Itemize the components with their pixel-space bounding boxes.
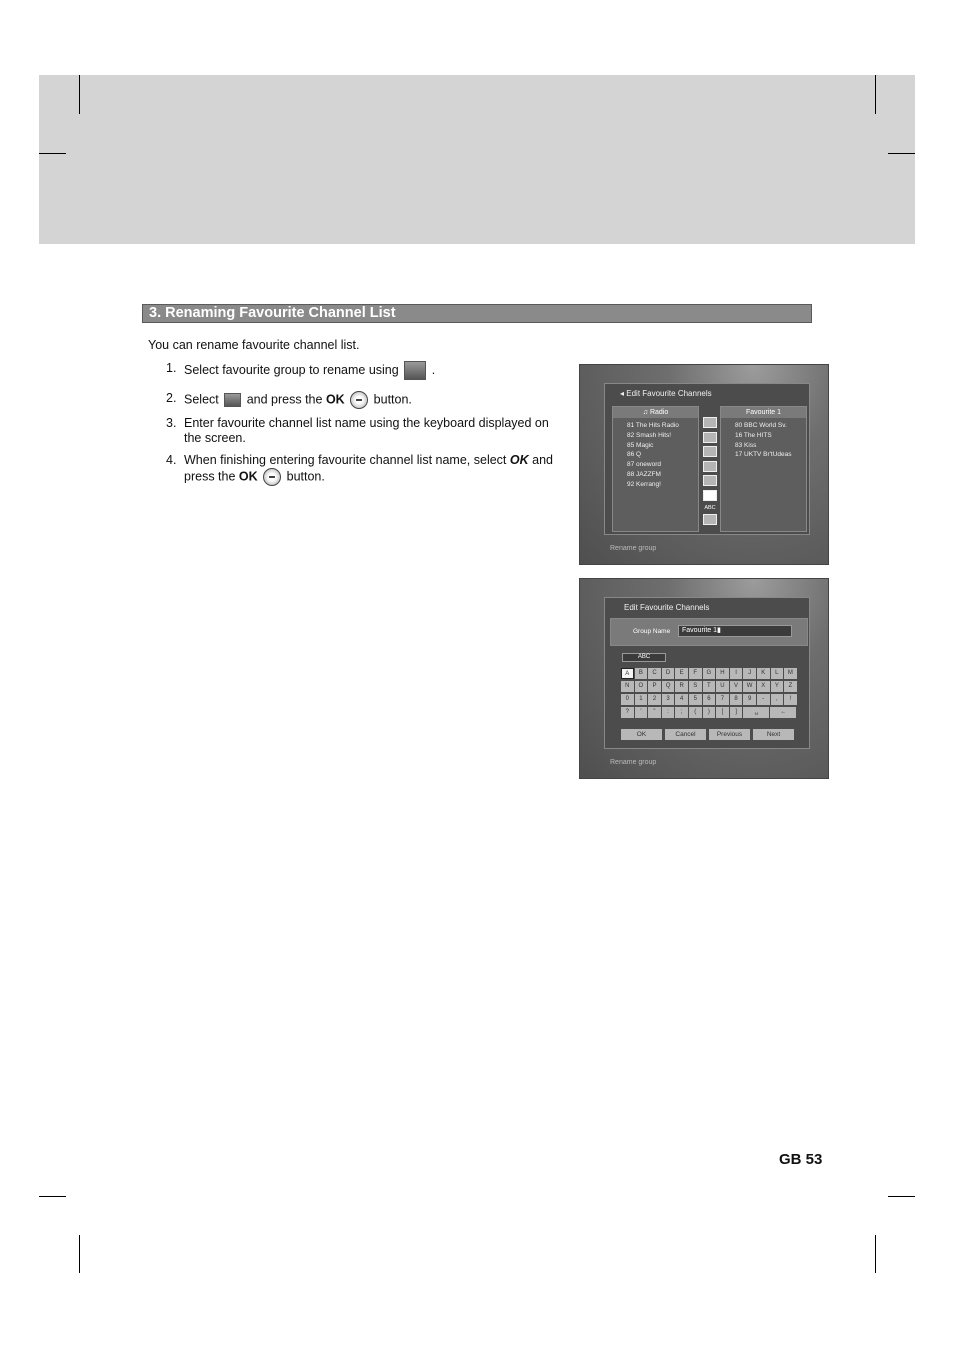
key[interactable]: Q — [662, 681, 675, 692]
crop-mark — [79, 1235, 80, 1273]
step-number: 2. — [166, 391, 177, 405]
key[interactable]: 6 — [703, 694, 716, 705]
right-channels — [735, 421, 806, 460]
screenshot-edit-favourites — [579, 364, 829, 565]
key[interactable]: M — [784, 668, 797, 679]
key[interactable]: L — [771, 668, 784, 679]
step-text: When finishing entering favourite channel list name, select — [184, 453, 507, 467]
step-text: Select — [184, 392, 219, 407]
key[interactable]: F — [689, 668, 702, 679]
channel-item[interactable]: 17 UKTV Br'tUdeas — [735, 451, 792, 459]
key[interactable]: U — [716, 681, 729, 692]
keyboard-button-previous[interactable]: Previous — [709, 729, 750, 740]
key[interactable]: ' — [635, 707, 648, 718]
status-text: Rename group — [610, 759, 657, 766]
keyboard-row — [621, 707, 799, 718]
channel-item[interactable]: 88 JAZZFM — [627, 470, 661, 478]
ok-button-icon — [263, 468, 281, 486]
key[interactable]: K — [757, 668, 770, 679]
key[interactable]: J — [743, 668, 756, 679]
screenshot-rename-keyboard — [579, 578, 829, 779]
key[interactable]: I — [730, 668, 743, 679]
key[interactable]: W — [743, 681, 756, 692]
key[interactable]: S — [689, 681, 702, 692]
step-text: Select favourite group to rename using — [184, 362, 399, 377]
channel-item[interactable]: 83 Kiss — [735, 441, 757, 449]
crop-mark — [39, 153, 66, 154]
key[interactable]: R — [675, 681, 688, 692]
step-text: Enter favourite channel list name using the keyboard displayed on the screen. — [184, 416, 549, 445]
key[interactable]: : — [662, 707, 675, 718]
list-icon[interactable] — [703, 446, 717, 457]
key[interactable]: P — [648, 681, 661, 692]
key[interactable]: D — [662, 668, 675, 679]
intro-text: You can rename favourite channel list. — [148, 338, 360, 352]
step-4 — [166, 453, 556, 486]
crop-mark — [79, 75, 80, 114]
step-text: . — [431, 362, 436, 377]
left-list-header: Radio — [649, 409, 669, 416]
right-channel-list — [720, 406, 807, 532]
key[interactable]: X — [757, 681, 770, 692]
key[interactable]: 2 — [648, 694, 661, 705]
channel-item[interactable]: 82 Smash Hits! — [627, 431, 672, 439]
key[interactable]: 1 — [635, 694, 648, 705]
step-number: 3. — [166, 416, 177, 430]
key[interactable]: [ — [716, 707, 729, 718]
crop-mark — [888, 153, 915, 154]
key[interactable]: A — [621, 668, 634, 679]
key[interactable]: ; — [675, 707, 688, 718]
channel-item[interactable]: 86 Q — [627, 451, 642, 459]
ok-button-icon — [350, 391, 368, 409]
key[interactable]: ← — [770, 707, 796, 718]
key[interactable]: ␣ — [743, 707, 769, 718]
crop-mark — [875, 1235, 876, 1273]
pencil-icon — [224, 393, 241, 407]
add-icon[interactable] — [703, 417, 717, 428]
key[interactable]: Z — [784, 681, 797, 692]
channel-item[interactable]: 92 Kerrang! — [627, 480, 661, 488]
key[interactable]: ( — [689, 707, 702, 718]
step-text: and press the — [246, 392, 323, 407]
ok-label: OK — [238, 469, 258, 484]
key[interactable]: Y — [771, 681, 784, 692]
keyboard-button-cancel[interactable]: Cancel — [665, 729, 706, 740]
page-number: GB 53 — [779, 1151, 823, 1168]
key[interactable]: " — [648, 707, 661, 718]
group-name-input[interactable] — [678, 625, 792, 637]
key[interactable]: T — [703, 681, 716, 692]
keyboard-mode-tab[interactable]: ABC — [622, 653, 666, 662]
key[interactable]: 7 — [716, 694, 729, 705]
channel-item[interactable]: 87 oneword — [627, 461, 661, 469]
abc-label: ABC — [704, 504, 716, 511]
music-note-icon: ♫ — [642, 409, 648, 416]
move-icon[interactable] — [703, 461, 717, 472]
group-name-label: Group Name — [633, 628, 671, 635]
step-3 — [166, 416, 556, 446]
keyboard-buttons — [621, 729, 794, 740]
remove-icon[interactable] — [703, 432, 717, 443]
key[interactable]: B — [635, 668, 648, 679]
left-channels — [627, 421, 698, 490]
key[interactable]: H — [716, 668, 729, 679]
section-title: 3. Renaming Favourite Channel List — [149, 305, 396, 321]
on-screen-keyboard — [621, 668, 799, 720]
key[interactable]: ] — [730, 707, 743, 718]
key[interactable]: 4 — [675, 694, 688, 705]
sort-icon[interactable] — [703, 490, 717, 501]
keyboard-row — [621, 668, 799, 679]
screen-title-text: Edit Favourite Channels — [626, 389, 712, 398]
key[interactable]: E — [675, 668, 688, 679]
pencil-icon[interactable] — [703, 514, 717, 525]
ok-select-label: OK — [509, 453, 529, 467]
channel-item[interactable]: 85 Magic — [627, 441, 654, 449]
key[interactable]: O — [635, 681, 648, 692]
keyboard-row — [621, 681, 799, 692]
key[interactable]: 3 — [662, 694, 675, 705]
keyboard-row — [621, 694, 799, 705]
key[interactable]: N — [621, 681, 634, 692]
ok-label: OK — [325, 392, 345, 407]
key[interactable]: 0 — [621, 694, 634, 705]
key[interactable]: ) — [703, 707, 716, 718]
key[interactable]: - — [757, 694, 770, 705]
screen-title — [620, 389, 712, 398]
rename-icon[interactable] — [703, 475, 717, 486]
key[interactable]: ! — [784, 694, 797, 705]
status-text: Rename group — [610, 545, 657, 552]
crop-mark — [875, 75, 876, 114]
keyboard-button-ok[interactable]: OK — [621, 729, 662, 740]
right-list-header: Favourite 1 — [721, 407, 806, 418]
key[interactable]: G — [703, 668, 716, 679]
key[interactable]: 9 — [743, 694, 756, 705]
step-text: button. — [286, 469, 325, 484]
rename-group-icon — [404, 361, 426, 380]
screen-title: Edit Favourite Channels — [624, 603, 710, 612]
key[interactable]: V — [730, 681, 743, 692]
crop-mark — [888, 1196, 915, 1197]
channel-item[interactable]: 80 BBC World Sv. — [735, 422, 787, 429]
header-band — [39, 75, 915, 244]
step-number: 4. — [166, 453, 177, 467]
step-number: 1. — [166, 361, 177, 375]
section-heading-bar — [142, 304, 812, 323]
channel-item[interactable]: 16 The HITS — [735, 431, 772, 439]
key[interactable]: , — [771, 694, 784, 705]
step-2 — [166, 391, 556, 409]
key[interactable]: C — [648, 668, 661, 679]
channel-item[interactable]: 81 The Hits Radio — [627, 422, 679, 429]
key[interactable]: ? — [621, 707, 634, 718]
crop-mark — [39, 1196, 66, 1197]
steps-list — [166, 361, 556, 493]
group-name-value: Favourite 1 — [682, 627, 718, 634]
back-arrow-icon: ◂ — [620, 389, 625, 398]
left-channel-list — [612, 406, 699, 532]
cursor-icon: ▮ — [717, 627, 721, 634]
keyboard-button-next[interactable]: Next — [753, 729, 794, 740]
step-text: and press the — [184, 453, 553, 484]
step-text: button. — [373, 392, 412, 407]
edit-toolbar — [701, 417, 719, 528]
key[interactable]: 5 — [689, 694, 702, 705]
key[interactable]: 8 — [730, 694, 743, 705]
step-1 — [166, 361, 556, 380]
